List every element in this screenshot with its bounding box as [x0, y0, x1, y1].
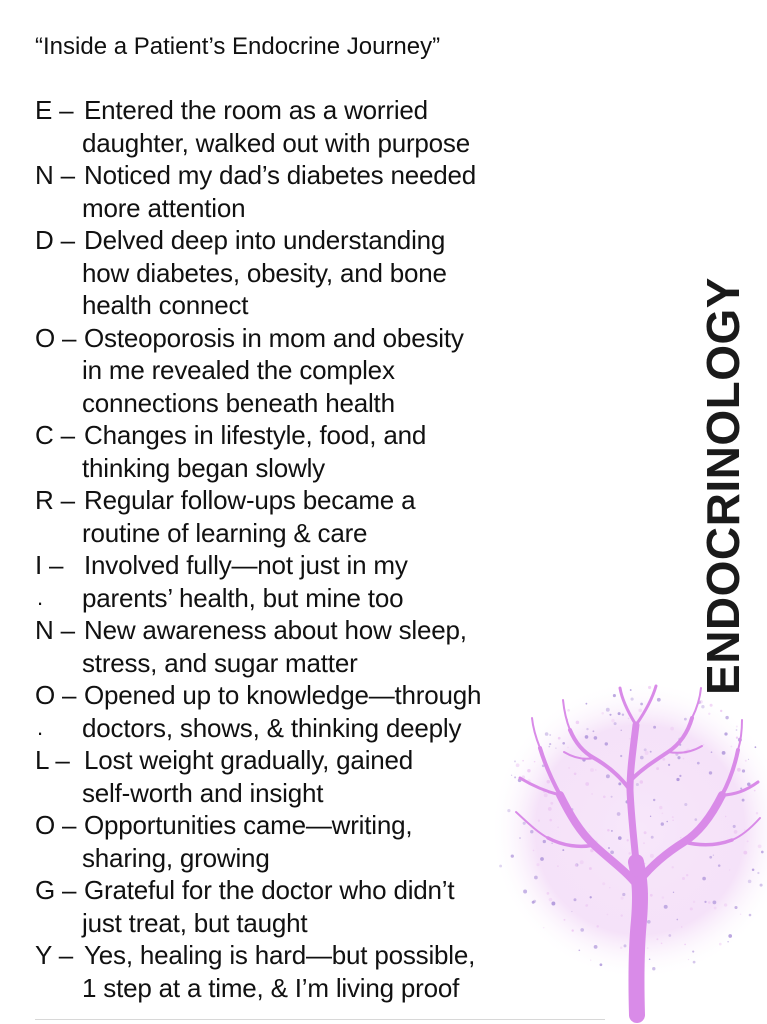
tree-speckle	[664, 905, 668, 909]
tree-speckle	[662, 813, 664, 815]
tree-speckle	[742, 769, 745, 772]
tree-speckle	[672, 820, 673, 821]
acrostic-item	[35, 484, 555, 549]
tree-speckle	[557, 865, 559, 867]
tree-speckle	[650, 751, 652, 753]
tree-speckle	[693, 901, 695, 903]
acrostic-item	[35, 939, 555, 1004]
page-title: “Inside a Patient’s Endocrine Journey”	[35, 33, 441, 60]
tree-speckle	[607, 829, 610, 832]
tree-speckle	[648, 686, 651, 689]
tree-speckle	[747, 840, 749, 842]
tree-speckle	[587, 904, 589, 906]
tree-speckle	[725, 816, 726, 817]
acrostic-line: doctors, shows, & thinking deeply	[82, 712, 462, 743]
tree-speckle	[734, 830, 738, 834]
tree-speckle	[586, 728, 588, 730]
tree-speckle	[714, 907, 717, 910]
tree-speckle	[650, 854, 654, 858]
tree-speckle	[656, 938, 658, 940]
tree-speckle	[653, 799, 655, 801]
tree-speckle	[620, 755, 622, 757]
tree-speckle	[562, 742, 565, 745]
tree-speckle	[748, 880, 752, 884]
tree-speckle	[758, 844, 762, 848]
tree-speckle	[709, 856, 712, 859]
acrostic-letter: R –	[35, 485, 75, 515]
tree-speckle	[574, 772, 577, 775]
tree-speckle	[558, 737, 561, 740]
tree-speckle	[673, 892, 674, 893]
tree-speckle	[661, 943, 663, 945]
acrostic-line: Opportunities came—writing,	[84, 810, 413, 840]
tree-speckle	[567, 709, 570, 712]
acrostic-line: Entered the room as a worried	[84, 95, 428, 125]
tree-speckle	[697, 762, 700, 765]
tree-speckle	[621, 730, 622, 731]
tree-speckle	[693, 961, 696, 964]
tree-speckle	[754, 790, 756, 792]
tree-speckle	[719, 943, 722, 946]
tree-speckle	[757, 872, 759, 874]
acrostic-mark: .	[37, 714, 43, 740]
tree-speckle	[621, 897, 624, 900]
tree-speckle	[748, 759, 749, 760]
tree-speckle	[622, 893, 625, 896]
tree-speckle	[708, 713, 710, 715]
tree-speckle	[595, 769, 596, 770]
acrostic-line: Changes in lifestyle, food, and	[84, 420, 427, 450]
tree-speckle	[631, 698, 634, 701]
tree-speckle	[724, 732, 727, 735]
acrostic-letter: L –	[35, 745, 70, 775]
tree-speckle	[618, 836, 622, 840]
acrostic-item	[35, 549, 555, 614]
tree-speckle	[690, 907, 693, 910]
tree-speckle	[609, 714, 611, 716]
tree-speckle	[724, 903, 727, 906]
tree-speckle	[576, 721, 580, 725]
tree-speckle	[606, 708, 610, 712]
tree-speckle	[686, 874, 688, 876]
acrostic-letter: N –	[35, 615, 75, 645]
tree-speckle	[611, 830, 613, 832]
acrostic-letter: O –	[35, 810, 77, 840]
tree-speckle	[590, 896, 592, 898]
tree-speckle	[743, 851, 747, 855]
tree-speckle	[722, 751, 726, 755]
tree-speckle	[596, 925, 598, 927]
acrostic-line: more attention	[82, 192, 246, 223]
acrostic-mark: .	[37, 584, 43, 610]
acrostic-line: sharing, growing	[82, 842, 270, 873]
tree-speckle	[610, 850, 614, 854]
acrostic-item	[35, 679, 555, 744]
tree-speckle	[580, 928, 584, 932]
tree-speckle	[670, 727, 674, 731]
tree-speckle	[728, 934, 732, 938]
acrostic-line: just treat, but taught	[82, 907, 308, 938]
acrostic-line: Delved deep into understanding	[84, 225, 446, 255]
tree-speckle	[636, 783, 639, 786]
vertical-title: ENDOCRINOLOGY	[697, 277, 749, 695]
tree-speckle	[703, 744, 704, 745]
tree-speckle	[589, 831, 590, 832]
tree-speckle	[613, 694, 616, 697]
acrostic-letter: O –	[35, 322, 77, 353]
tree-speckle	[618, 712, 621, 715]
tree-speckle	[652, 967, 655, 970]
tree-speckle	[668, 764, 670, 766]
tree-speckle	[692, 951, 694, 953]
tree-speckle	[736, 729, 738, 731]
acrostic-line: New awareness about how sleep,	[84, 615, 467, 645]
tree-speckle	[592, 730, 594, 732]
acrostic-line: how diabetes, obesity, and bone	[82, 257, 447, 288]
acrostic-item	[35, 419, 555, 484]
tree-speckle	[607, 914, 609, 916]
acrostic-letter: D –	[35, 225, 75, 255]
acrostic-line: connections beneath health	[82, 387, 395, 418]
tree-speckle	[589, 867, 592, 870]
tree-speckle	[585, 703, 587, 705]
tree-speckle	[574, 898, 577, 901]
acrostic-line: daughter, walked out with purpose	[82, 127, 470, 158]
tree-speckle	[760, 884, 763, 887]
bottom-divider	[35, 1019, 605, 1020]
acrostic-letter: I –	[35, 550, 64, 580]
tree-speckle	[571, 911, 572, 912]
tree-speckle	[578, 949, 580, 951]
tree-speckle	[647, 920, 651, 924]
tree-speckle	[729, 869, 730, 870]
tree-speckle	[668, 934, 671, 937]
acrostic-letter: Y –	[35, 940, 73, 970]
tree-speckle	[740, 788, 742, 790]
tree-speckle	[650, 816, 651, 817]
tree-speckle	[627, 839, 629, 841]
acrostic-line: 1 step at a time, & I’m living proof	[82, 972, 460, 1003]
acrostic-line: Yes, healing is hard—but possible,	[84, 940, 476, 970]
tree-speckle	[755, 746, 757, 748]
tree-speckle	[555, 747, 556, 748]
tree-speckle	[694, 818, 697, 821]
tree-speckle	[708, 901, 711, 904]
tree-speckle	[585, 735, 589, 739]
tree-speckle	[684, 718, 687, 721]
acrostic-line: Noticed my dad’s diabetes needed	[84, 160, 477, 190]
tree-speckle	[645, 751, 649, 755]
tree-speckle	[662, 896, 664, 898]
tree-speckle	[601, 712, 604, 715]
tree-speckle	[672, 866, 674, 868]
tree-speckle	[672, 816, 674, 818]
tree-speckle	[653, 726, 656, 729]
acrostic-item	[35, 94, 555, 159]
tree-speckle	[702, 877, 706, 881]
tree-speckle	[568, 767, 570, 769]
tree-speckle	[740, 914, 741, 915]
tree-speckle	[704, 901, 706, 903]
acrostic-item	[35, 809, 555, 874]
tree-speckle	[624, 944, 627, 947]
tree-speckle	[638, 709, 642, 713]
tree-speckle	[611, 719, 614, 722]
tree-speckle	[720, 710, 722, 712]
tree-speckle	[682, 877, 685, 880]
acrostic-letter: N –	[35, 160, 75, 190]
tree-speckle	[603, 796, 606, 799]
tree-speckle	[650, 894, 653, 897]
tree-speckle	[688, 959, 689, 960]
acrostic-item	[35, 224, 555, 322]
tree-speckle	[608, 847, 610, 849]
tree-speckle	[585, 782, 589, 786]
tree-speckle	[679, 775, 681, 777]
acrostic-line: Regular follow-ups became a	[84, 485, 416, 515]
tree-speckle	[657, 698, 661, 702]
tree-speckle	[643, 842, 645, 844]
tree-speckle	[640, 780, 644, 784]
tree-speckle	[684, 803, 687, 806]
acrostic-line: Involved fully—not just in my	[84, 550, 408, 580]
tree-speckle	[676, 778, 679, 781]
tree-speckle	[567, 747, 569, 749]
acrostic-item	[35, 159, 555, 224]
acrostic-line: parents’ health, but mine too	[82, 582, 404, 613]
acrostic-line: in me revealed the complex	[82, 355, 395, 385]
tree-speckle	[713, 855, 714, 856]
tree-speckle	[742, 799, 745, 802]
tree-speckle	[602, 882, 605, 885]
tree-speckle	[609, 887, 610, 888]
tree-speckle	[662, 758, 665, 761]
tree-speckle	[731, 746, 733, 748]
tree-speckle	[656, 767, 659, 770]
tree-speckle	[591, 793, 592, 794]
tree-speckle	[600, 963, 603, 966]
tree-speckle	[580, 755, 581, 756]
acrostic-line: self-worth and insight	[82, 777, 324, 808]
tree-speckle	[661, 822, 664, 825]
tree-speckle	[621, 914, 623, 916]
acrostic-line: stress, and sugar matter	[82, 647, 358, 678]
acrostic-letter: G –	[35, 875, 77, 905]
tree-speckle	[677, 756, 680, 759]
acrostic-line: thinking began slowly	[82, 452, 325, 483]
tree-speckle	[644, 748, 647, 751]
acrostic-line: Grateful for the doctor who didn’t	[84, 875, 455, 905]
acrostic-letter: O –	[35, 680, 77, 710]
tree-speckle	[736, 726, 738, 728]
acrostic-line: health connect	[82, 290, 249, 320]
tree-speckle	[734, 906, 737, 909]
tree-speckle	[752, 869, 755, 872]
tree-speckle	[594, 736, 598, 740]
tree-speckle	[749, 914, 752, 917]
tree-speckle	[709, 771, 712, 774]
tree-speckle	[745, 760, 747, 762]
tree-speckle	[622, 714, 624, 716]
tree-speckle	[628, 718, 629, 719]
tree-speckle	[684, 944, 686, 946]
tree-speckle	[644, 831, 647, 834]
tree-speckle	[761, 851, 764, 854]
tree-speckle	[756, 812, 758, 814]
tree-speckle	[580, 860, 584, 864]
tree-speckle	[711, 751, 713, 753]
acrostic-item	[35, 614, 555, 679]
tree-speckle	[606, 774, 610, 778]
tree-speckle	[744, 829, 745, 830]
acrostic-line: Opened up to knowledge—through	[84, 680, 482, 710]
tree-speckle	[614, 722, 617, 725]
tree-speckle	[676, 919, 678, 921]
tree-speckle	[713, 901, 717, 905]
tree-speckle	[681, 926, 682, 927]
tree-speckle	[628, 852, 631, 855]
tree-speckle	[640, 703, 643, 706]
acrostic-line: routine of learning & care	[82, 517, 368, 548]
acrostic-line: Osteoporosis in mom and obesity	[84, 322, 464, 353]
tree-speckle	[647, 947, 649, 949]
tree-speckle	[737, 768, 741, 772]
tree-speckle	[725, 716, 728, 719]
tree-speckle	[562, 849, 564, 851]
tree-speckle	[611, 796, 613, 798]
acrostic-item	[35, 874, 555, 939]
acrostic-line: Lost weight gradually, gained	[84, 745, 414, 775]
tree-speckle	[718, 864, 721, 867]
tree-speckle	[575, 864, 578, 867]
acrostic-item	[35, 744, 555, 809]
tree-speckle	[564, 919, 566, 921]
tree-speckle	[666, 821, 668, 823]
tree-speckle	[590, 768, 594, 772]
tree-speckle	[710, 704, 713, 707]
tree-speckle	[683, 758, 685, 760]
tree-speckle	[701, 705, 704, 708]
tree-speckle	[617, 812, 621, 816]
tree-speckle	[733, 825, 736, 828]
tree-speckle	[659, 806, 662, 809]
tree-speckle	[630, 689, 632, 691]
tree-speckle	[736, 737, 738, 739]
tree-speckle	[649, 958, 651, 960]
tree-speckle	[572, 929, 574, 931]
tree-speckle	[557, 827, 559, 829]
tree-speckle	[651, 836, 654, 839]
acrostic-letter: C –	[35, 420, 75, 450]
tree-speckle	[620, 946, 623, 949]
tree-speckle	[618, 782, 621, 785]
tree-speckle	[594, 945, 598, 949]
acrostic-list	[35, 94, 555, 1004]
tree-speckle	[590, 960, 591, 961]
tree-speckle	[640, 756, 644, 760]
acrostic-item	[35, 322, 555, 420]
tree-speckle	[727, 941, 728, 942]
tree-speckle	[680, 837, 681, 838]
tree-speckle	[629, 738, 631, 740]
acrostic-letter: E –	[35, 95, 74, 125]
tree-speckle	[605, 742, 608, 745]
